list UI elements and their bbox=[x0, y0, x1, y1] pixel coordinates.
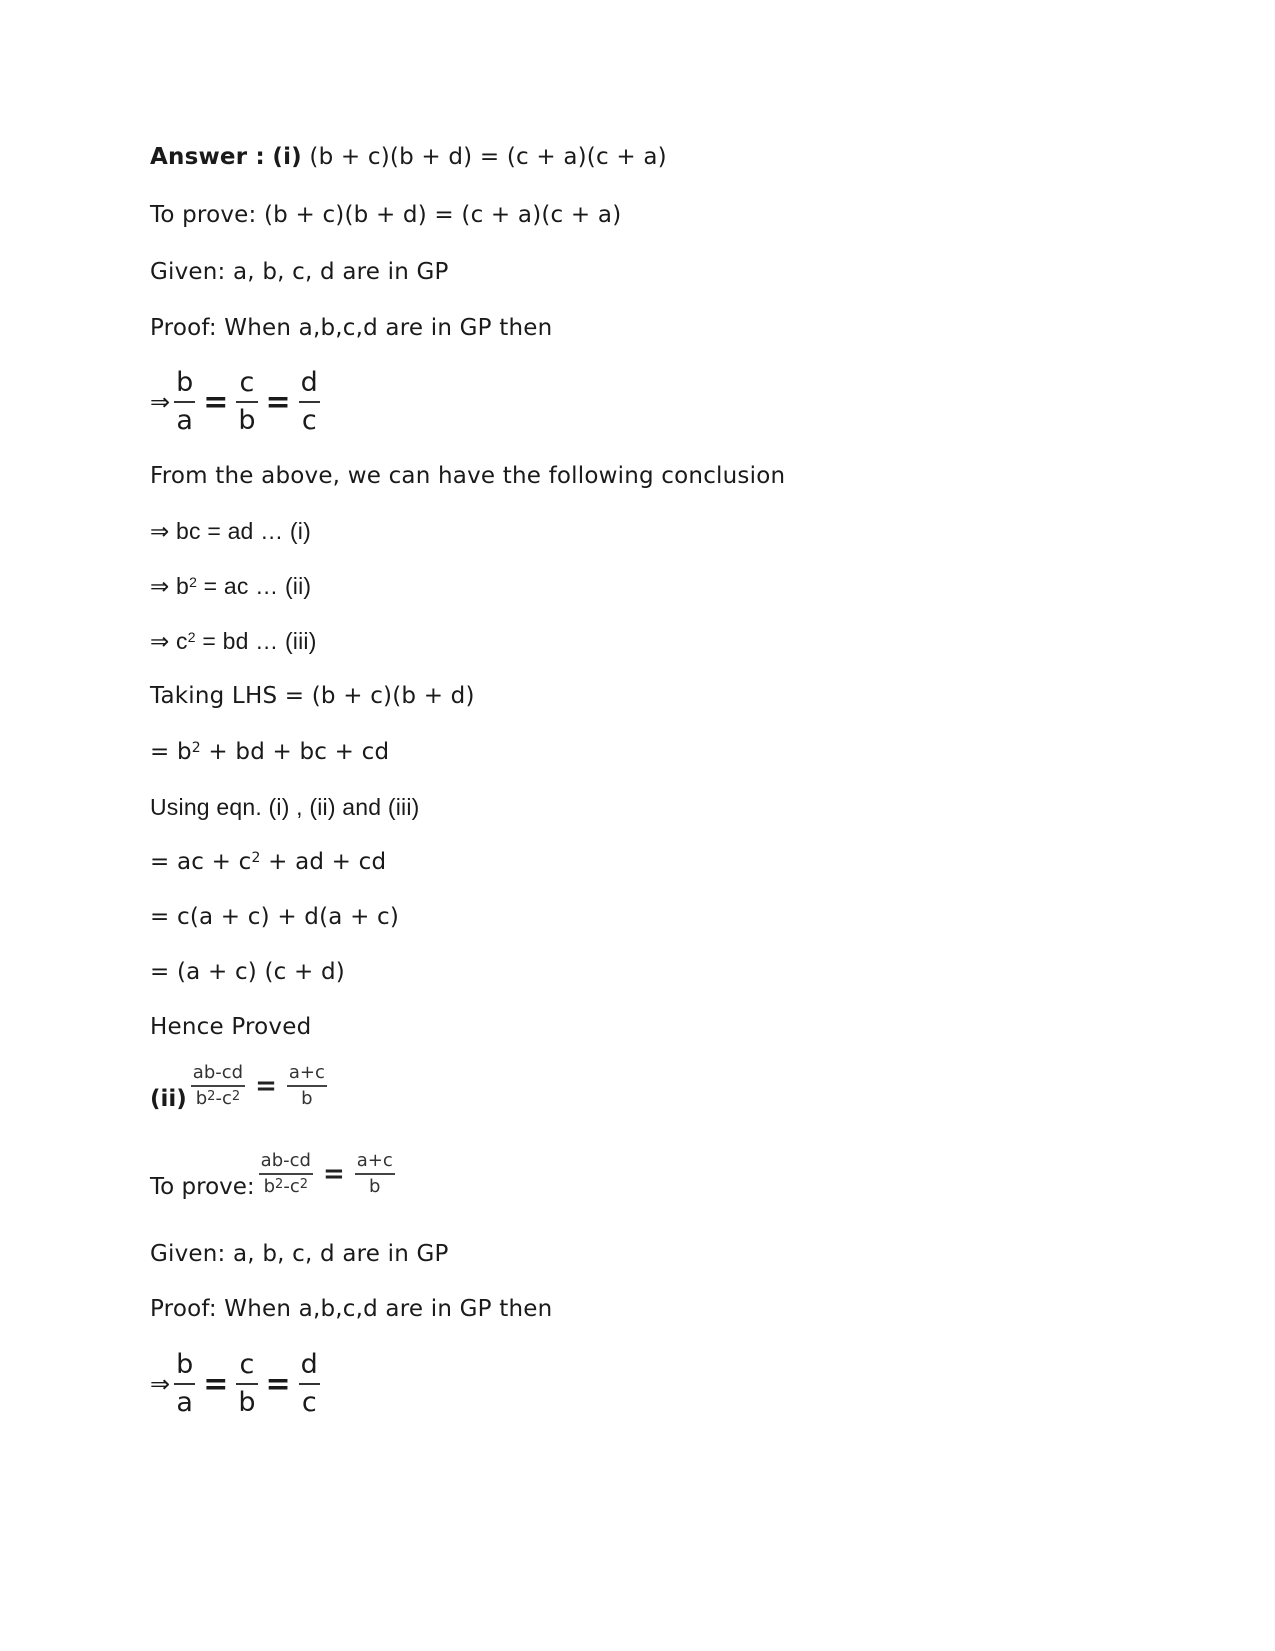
fraction-numerator: ab-cd bbox=[260, 1150, 311, 1171]
to-prove-line bbox=[150, 200, 621, 230]
equals-sign: = bbox=[203, 384, 229, 420]
answer-heading bbox=[150, 142, 667, 172]
den-text: b bbox=[263, 1176, 276, 1197]
step-text: + ad + cd bbox=[260, 849, 387, 875]
fraction-bar bbox=[174, 1383, 195, 1385]
ratio-equation bbox=[150, 362, 322, 442]
part-ii-equation bbox=[191, 1062, 327, 1110]
fraction-denominator: a bbox=[176, 1387, 193, 1418]
den-text: -c bbox=[215, 1088, 232, 1109]
equals-sign: = bbox=[255, 1071, 277, 1101]
fraction-denominator: a bbox=[176, 405, 193, 436]
equation-text: ⇒ b bbox=[150, 573, 190, 599]
step-text: + bd + bc + cd bbox=[200, 739, 390, 765]
exponent: 2 bbox=[275, 1177, 284, 1192]
fraction-denominator: c bbox=[301, 1387, 317, 1418]
fraction-bar bbox=[236, 401, 257, 403]
fraction-bar bbox=[174, 401, 195, 403]
given-line: Given: a, b, c, d are in GP bbox=[150, 259, 449, 285]
to-prove-label: To prove: bbox=[150, 1174, 255, 1200]
exponent: 2 bbox=[207, 1089, 216, 1104]
step-3: = c(a + c) + d(a + c) bbox=[150, 904, 400, 930]
equals-sign: = bbox=[265, 1366, 291, 1402]
exponent: 2 bbox=[251, 850, 261, 866]
fraction-numerator: d bbox=[300, 1349, 318, 1380]
fraction-denominator: b bbox=[238, 405, 256, 436]
exponent: 2 bbox=[189, 574, 198, 590]
fraction-denominator: c bbox=[301, 405, 317, 436]
part-ii-label: (ii) bbox=[150, 1086, 187, 1112]
given-line-ii: Given: a, b, c, d are in GP bbox=[150, 1241, 449, 1267]
fraction-numerator: c bbox=[239, 367, 255, 398]
exponent: 2 bbox=[187, 629, 196, 645]
equals-sign: = bbox=[322, 1159, 345, 1189]
step-4: = (a + c) (c + d) bbox=[150, 959, 345, 985]
equation-ii bbox=[150, 571, 311, 601]
fraction-bar bbox=[191, 1085, 245, 1087]
part-ii-to-prove bbox=[150, 1150, 395, 1198]
fraction-b-over-a bbox=[174, 1349, 195, 1419]
fraction-denominator: b bbox=[301, 1088, 313, 1109]
implies-symbol: ⇒ bbox=[150, 388, 171, 416]
fraction-d-over-c bbox=[299, 367, 320, 437]
fraction-numerator: d bbox=[300, 367, 318, 398]
fraction-lhs bbox=[191, 1062, 245, 1110]
ratio-equation-ii bbox=[150, 1344, 322, 1424]
fraction-numerator: b bbox=[176, 1349, 194, 1380]
fraction-bar bbox=[236, 1383, 257, 1385]
hence-proved: Hence Proved bbox=[150, 1014, 312, 1040]
equals-sign: = bbox=[265, 384, 291, 420]
to-prove-equation bbox=[259, 1150, 395, 1198]
fraction-c-over-b bbox=[236, 367, 257, 437]
step-text: = ac + c bbox=[150, 849, 252, 875]
fraction-bar bbox=[299, 401, 320, 403]
fraction-bar bbox=[259, 1173, 313, 1175]
exponent: 2 bbox=[191, 740, 201, 756]
exponent: 2 bbox=[231, 1089, 241, 1104]
fraction-numerator: b bbox=[176, 367, 194, 398]
to-prove-label: To prove: bbox=[150, 202, 257, 228]
fraction-rhs bbox=[355, 1150, 395, 1198]
step-2 bbox=[150, 847, 386, 877]
step-1 bbox=[150, 737, 389, 767]
equation-text: = bd … (iii) bbox=[195, 628, 317, 654]
fraction-denominator: b bbox=[238, 1387, 256, 1418]
proof-intro: Proof: When a,b,c,d are in GP then bbox=[150, 315, 553, 341]
den-text: b bbox=[195, 1088, 208, 1109]
equals-sign: = bbox=[203, 1366, 229, 1402]
to-prove-expression: (b + c)(b + d) = (c + a)(c + a) bbox=[263, 202, 622, 228]
fraction-denominator bbox=[194, 1088, 242, 1110]
fraction-numerator: ab-cd bbox=[192, 1062, 244, 1083]
equation-text: ⇒ c bbox=[150, 628, 188, 654]
answer-label: Answer : bbox=[150, 144, 265, 170]
using-equations: Using eqn. (i) , (ii) and (iii) bbox=[150, 794, 420, 820]
fraction-lhs bbox=[259, 1150, 313, 1198]
fraction-bar bbox=[299, 1383, 320, 1385]
part-i-label: (i) bbox=[272, 144, 302, 170]
part-i-statement: (b + c)(b + d) = (c + a)(c + a) bbox=[309, 144, 667, 170]
equation-i: ⇒ bc = ad … (i) bbox=[150, 518, 311, 544]
fraction-rhs bbox=[287, 1062, 327, 1110]
fraction-bar bbox=[287, 1085, 327, 1087]
fraction-denominator: b bbox=[369, 1176, 381, 1197]
conclusion-intro: From the above, we can have the following conclusion bbox=[150, 463, 786, 489]
fraction-bar bbox=[355, 1173, 395, 1175]
exponent: 2 bbox=[299, 1177, 309, 1192]
fraction-d-over-c bbox=[299, 1349, 320, 1419]
fraction-denominator bbox=[262, 1176, 310, 1198]
equation-iii bbox=[150, 626, 317, 656]
taking-lhs: Taking LHS = (b + c)(b + d) bbox=[150, 683, 475, 709]
fraction-c-over-b bbox=[236, 1349, 257, 1419]
equation-text: = ac … (ii) bbox=[197, 573, 312, 599]
proof-intro-ii: Proof: When a,b,c,d are in GP then bbox=[150, 1296, 553, 1322]
fraction-b-over-a bbox=[174, 367, 195, 437]
fraction-numerator: c bbox=[239, 1349, 255, 1380]
part-ii-heading bbox=[150, 1062, 327, 1110]
den-text: -c bbox=[283, 1176, 300, 1197]
fraction-numerator: a+c bbox=[356, 1150, 393, 1171]
implies-symbol: ⇒ bbox=[150, 1370, 171, 1398]
fraction-numerator: a+c bbox=[288, 1062, 325, 1083]
step-text: = b bbox=[150, 739, 192, 765]
